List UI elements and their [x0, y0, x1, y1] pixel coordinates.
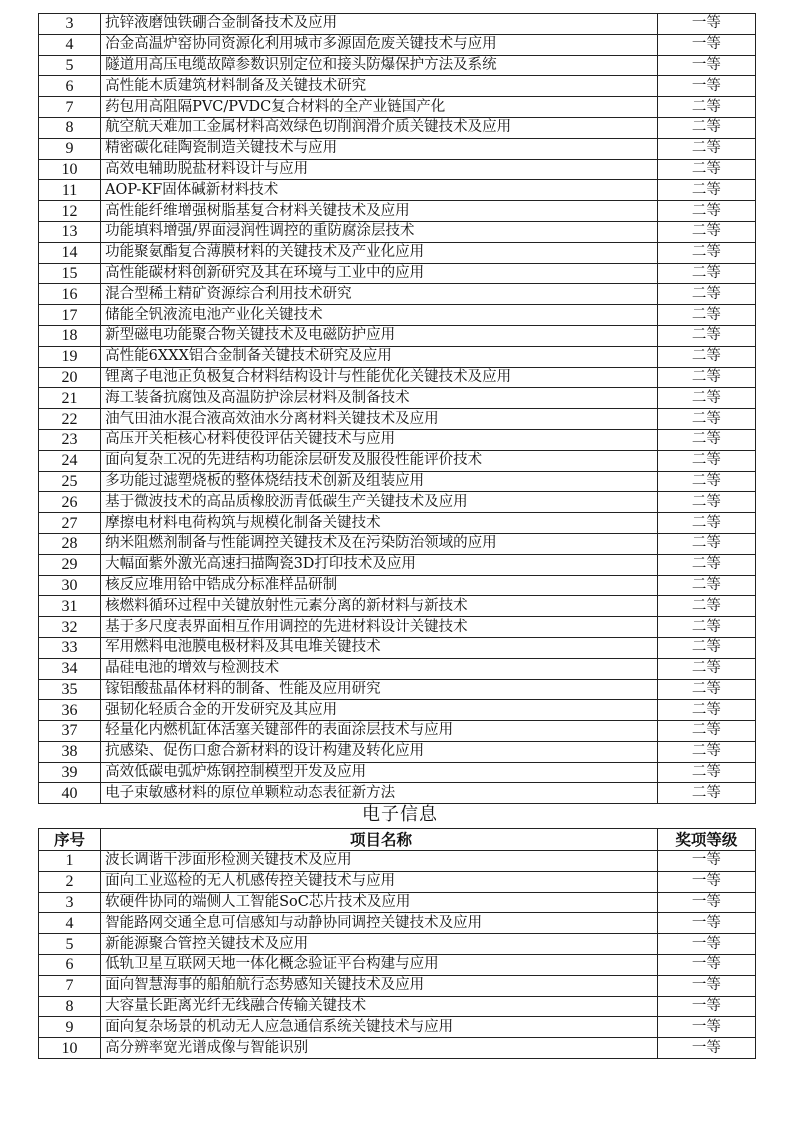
project-name-cell: 大幅面紫外激光高速扫描陶瓷3D打印技术及应用	[101, 554, 658, 575]
project-name-cell: 高性能纤维增强树脂基复合材料关键技术及应用	[101, 201, 658, 222]
project-name-cell: 纳米阻燃剂制备与性能调控关键技术及在污染防治领域的应用	[101, 533, 658, 554]
award-level-cell: 二等	[657, 138, 755, 159]
serial-number-cell: 31	[39, 596, 101, 617]
award-level-cell: 二等	[657, 658, 755, 679]
award-level-cell: 二等	[657, 429, 755, 450]
project-name-cell: 大容量长距离光纤无线融合传输关键技术	[101, 996, 658, 1017]
award-level-cell: 一等	[657, 913, 755, 934]
serial-number-cell: 35	[39, 679, 101, 700]
award-level-cell: 二等	[657, 679, 755, 700]
serial-number-cell: 22	[39, 409, 101, 430]
serial-number-cell: 18	[39, 325, 101, 346]
table-row	[39, 721, 756, 742]
table-row	[39, 934, 756, 955]
table-row	[39, 201, 756, 222]
serial-number-cell: 40	[39, 783, 101, 804]
project-name-cell: 药包用高阻隔PVC/PVDC复合材料的全产业链国产化	[101, 97, 658, 118]
project-name-cell: 强韧化轻质合金的开发研究及其应用	[101, 700, 658, 721]
award-level-cell: 二等	[657, 513, 755, 534]
section-title-electronic-info: 电子信息	[362, 804, 438, 825]
award-level-cell: 二等	[657, 346, 755, 367]
project-name-cell: 混合型稀土精矿资源综合利用技术研究	[101, 284, 658, 305]
serial-number-cell: 37	[39, 721, 101, 742]
award-level-cell: 一等	[657, 892, 755, 913]
serial-number-cell: 25	[39, 471, 101, 492]
serial-number-cell: 9	[39, 1017, 101, 1038]
table-row	[39, 637, 756, 658]
table-row	[39, 513, 756, 534]
award-level-cell: 二等	[657, 596, 755, 617]
award-level-cell: 一等	[657, 934, 755, 955]
project-name-cell: 储能全钒液流电池产业化关键技术	[101, 305, 658, 326]
serial-number-cell: 10	[39, 1038, 101, 1059]
serial-number-cell: 19	[39, 346, 101, 367]
table-row	[39, 346, 756, 367]
table-row	[39, 325, 756, 346]
project-name-cell: 新型磁电功能聚合物关键技术及电磁防护应用	[101, 325, 658, 346]
project-name-cell: 功能填料增强/界面浸润性调控的重防腐涂层技术	[101, 221, 658, 242]
table-row	[39, 138, 756, 159]
award-level-cell: 二等	[657, 575, 755, 596]
project-name-cell: 航空航天难加工金属材料高效绿色切削润滑介质关键技术及应用	[101, 117, 658, 138]
serial-number-cell: 34	[39, 658, 101, 679]
award-level-cell: 二等	[657, 492, 755, 513]
award-level-cell: 一等	[657, 851, 755, 872]
table-row	[39, 700, 756, 721]
table-row	[39, 284, 756, 305]
serial-number-cell: 26	[39, 492, 101, 513]
table-row	[39, 76, 756, 97]
table-row	[39, 263, 756, 284]
project-name-cell: 高性能木质建筑材料制备及关键技术研究	[101, 76, 658, 97]
award-level-cell: 二等	[657, 263, 755, 284]
serial-number-cell: 28	[39, 533, 101, 554]
table-row	[39, 892, 756, 913]
materials-awards-table	[38, 13, 756, 804]
project-name-cell: 电子束敏感材料的原位单颗粒动态表征新方法	[101, 783, 658, 804]
serial-number-cell: 5	[39, 934, 101, 955]
serial-number-cell: 38	[39, 741, 101, 762]
award-level-cell: 一等	[657, 871, 755, 892]
award-level-cell: 二等	[657, 180, 755, 201]
table-row	[39, 242, 756, 263]
award-level-cell: 二等	[657, 554, 755, 575]
project-name-cell: 军用燃料电池膜电极材料及其电堆关键技术	[101, 637, 658, 658]
project-name-cell: 高性能6XXX铝合金制备关键技术研究及应用	[101, 346, 658, 367]
project-name-cell: 核反应堆用铪中锆成分标准样品研制	[101, 575, 658, 596]
project-name-cell: 面向智慧海事的船舶航行态势感知关键技术及应用	[101, 975, 658, 996]
table-row	[39, 762, 756, 783]
serial-number-cell: 23	[39, 429, 101, 450]
table-row	[39, 159, 756, 180]
table-row	[39, 913, 756, 934]
table-row	[39, 471, 756, 492]
table-row	[39, 34, 756, 55]
project-name-cell: AOP-KF固体碱新材料技术	[101, 180, 658, 201]
serial-number-cell: 20	[39, 367, 101, 388]
project-name-cell: 新能源聚合管控关键技术及应用	[101, 934, 658, 955]
table-row	[39, 55, 756, 76]
award-level-cell: 二等	[657, 117, 755, 138]
project-name-cell: 高性能碳材料创新研究及其在环境与工业中的应用	[101, 263, 658, 284]
serial-number-cell: 8	[39, 117, 101, 138]
project-name-cell: 精密碳化硅陶瓷制造关键技术与应用	[101, 138, 658, 159]
serial-number-cell: 3	[39, 892, 101, 913]
table-row	[39, 429, 756, 450]
serial-number-cell: 1	[39, 851, 101, 872]
award-level-cell: 二等	[657, 721, 755, 742]
award-level-cell: 一等	[657, 996, 755, 1017]
table-row	[39, 117, 756, 138]
serial-number-cell: 4	[39, 34, 101, 55]
serial-number-cell: 8	[39, 996, 101, 1017]
project-name-cell: 面向复杂工况的先进结构功能涂层研发及服役性能评价技术	[101, 450, 658, 471]
table-row	[39, 617, 756, 638]
project-name-cell: 功能聚氨酯复合薄膜材料的关键技术及产业化应用	[101, 242, 658, 263]
award-level-cell: 二等	[657, 201, 755, 222]
serial-number-cell: 29	[39, 554, 101, 575]
table-row	[39, 97, 756, 118]
table-row	[39, 450, 756, 471]
table-row	[39, 596, 756, 617]
award-level-cell: 二等	[657, 325, 755, 346]
award-level-cell: 二等	[657, 221, 755, 242]
table-row	[39, 954, 756, 975]
serial-number-cell: 9	[39, 138, 101, 159]
project-name-cell: 高分辨率宽光谱成像与智能识别	[101, 1038, 658, 1059]
project-name-cell: 高效电辅助脱盐材料设计与应用	[101, 159, 658, 180]
project-name-cell: 海工装备抗腐蚀及高温防护涂层材料及制备技术	[101, 388, 658, 409]
table-row	[39, 180, 756, 201]
award-level-cell: 二等	[657, 533, 755, 554]
award-level-cell: 二等	[657, 783, 755, 804]
table-row	[39, 658, 756, 679]
award-level-cell: 一等	[657, 14, 755, 35]
award-level-cell: 二等	[657, 242, 755, 263]
project-name-cell: 晶硅电池的增效与检测技术	[101, 658, 658, 679]
award-level-cell: 二等	[657, 450, 755, 471]
award-level-cell: 一等	[657, 975, 755, 996]
table-row	[39, 221, 756, 242]
serial-number-cell: 14	[39, 242, 101, 263]
award-level-cell: 一等	[657, 55, 755, 76]
serial-number-cell: 16	[39, 284, 101, 305]
project-name-cell: 镓铝酸盐晶体材料的制备、性能及应用研究	[101, 679, 658, 700]
serial-number-cell: 27	[39, 513, 101, 534]
table-row	[39, 679, 756, 700]
award-level-cell: 二等	[657, 762, 755, 783]
table-row	[39, 996, 756, 1017]
serial-number-cell: 12	[39, 201, 101, 222]
award-level-cell: 二等	[657, 97, 755, 118]
project-name-cell: 轻量化内燃机缸体活塞关键部件的表面涂层技术与应用	[101, 721, 658, 742]
serial-number-cell: 15	[39, 263, 101, 284]
award-level-cell: 二等	[657, 159, 755, 180]
award-level-cell: 二等	[657, 388, 755, 409]
electronic-info-awards-table-body	[39, 851, 756, 1059]
award-level-cell: 一等	[657, 76, 755, 97]
project-name-cell: 智能路网交通全息可信感知与动静协同调控关键技术及应用	[101, 913, 658, 934]
project-name-cell: 锂离子电池正负极复合材料结构设计与性能优化关键技术及应用	[101, 367, 658, 388]
serial-number-cell: 2	[39, 871, 101, 892]
serial-number-cell: 39	[39, 762, 101, 783]
project-name-cell: 隧道用高压电缆故障参数识别定位和接头防爆保护方法及系统	[101, 55, 658, 76]
award-level-cell: 二等	[657, 367, 755, 388]
table-row	[39, 851, 756, 872]
table-row	[39, 409, 756, 430]
project-name-cell: 油气田油水混合液高效油水分离材料关键技术及应用	[101, 409, 658, 430]
award-level-cell: 一等	[657, 34, 755, 55]
materials-awards-table-body	[39, 14, 756, 804]
project-name-cell: 高效低碳电弧炉炼钢控制模型开发及应用	[101, 762, 658, 783]
award-level-cell: 一等	[657, 954, 755, 975]
serial-number-cell: 7	[39, 975, 101, 996]
project-name-cell: 面向复杂场景的机动无人应急通信系统关键技术与应用	[101, 1017, 658, 1038]
project-name-cell: 抗锌液磨蚀铁硼合金制备技术及应用	[101, 14, 658, 35]
project-name-cell: 波长调谐干涉面形检测关键技术及应用	[101, 851, 658, 872]
header-serial-number: 序号	[39, 829, 101, 851]
table-row	[39, 575, 756, 596]
award-level-cell: 二等	[657, 471, 755, 492]
project-name-cell: 核燃料循环过程中关键放射性元素分离的新材料与新技术	[101, 596, 658, 617]
header-project-name: 项目名称	[101, 829, 658, 851]
table-header-row	[39, 829, 756, 851]
serial-number-cell: 32	[39, 617, 101, 638]
header-award-level: 奖项等级	[657, 829, 755, 851]
project-name-cell: 冶金高温炉窑协同资源化利用城市多源固危废关键技术与应用	[101, 34, 658, 55]
table-row	[39, 1038, 756, 1059]
table-row	[39, 1017, 756, 1038]
serial-number-cell: 11	[39, 180, 101, 201]
serial-number-cell: 21	[39, 388, 101, 409]
table-row	[39, 492, 756, 513]
serial-number-cell: 3	[39, 14, 101, 35]
serial-number-cell: 7	[39, 97, 101, 118]
serial-number-cell: 33	[39, 637, 101, 658]
project-name-cell: 高压开关柜核心材料使役评估关键技术与应用	[101, 429, 658, 450]
award-level-cell: 二等	[657, 700, 755, 721]
serial-number-cell: 6	[39, 954, 101, 975]
project-name-cell: 软硬件协同的端侧人工智能SoC芯片技术及应用	[101, 892, 658, 913]
table-row	[39, 14, 756, 35]
project-name-cell: 抗感染、促伤口愈合新材料的设计构建及转化应用	[101, 741, 658, 762]
award-level-cell: 一等	[657, 1017, 755, 1038]
serial-number-cell: 5	[39, 55, 101, 76]
project-name-cell: 基于微波技术的高品质橡胶沥青低碳生产关键技术及应用	[101, 492, 658, 513]
project-name-cell: 低轨卫星互联网天地一体化概念验证平台构建与应用	[101, 954, 658, 975]
table-row	[39, 554, 756, 575]
award-level-cell: 二等	[657, 637, 755, 658]
award-level-cell: 二等	[657, 284, 755, 305]
serial-number-cell: 17	[39, 305, 101, 326]
serial-number-cell: 36	[39, 700, 101, 721]
award-level-cell: 二等	[657, 741, 755, 762]
award-level-cell: 二等	[657, 305, 755, 326]
table-row	[39, 305, 756, 326]
project-name-cell: 面向工业巡检的无人机感传控关键技术与应用	[101, 871, 658, 892]
award-level-cell: 一等	[657, 1038, 755, 1059]
table-row	[39, 975, 756, 996]
award-level-cell: 二等	[657, 409, 755, 430]
serial-number-cell: 30	[39, 575, 101, 596]
table-row	[39, 783, 756, 804]
table-row	[39, 367, 756, 388]
serial-number-cell: 24	[39, 450, 101, 471]
award-level-cell: 二等	[657, 617, 755, 638]
project-name-cell: 基于多尺度表界面相互作用调控的先进材料设计关键技术	[101, 617, 658, 638]
project-name-cell: 摩擦电材料电荷构筑与规模化制备关键技术	[101, 513, 658, 534]
table-row	[39, 871, 756, 892]
table-row	[39, 533, 756, 554]
serial-number-cell: 4	[39, 913, 101, 934]
serial-number-cell: 6	[39, 76, 101, 97]
table-row	[39, 388, 756, 409]
serial-number-cell: 13	[39, 221, 101, 242]
serial-number-cell: 10	[39, 159, 101, 180]
project-name-cell: 多功能过滤塑烧板的整体烧结技术创新及组装应用	[101, 471, 658, 492]
table-row	[39, 741, 756, 762]
electronic-info-awards-table	[38, 828, 756, 1059]
